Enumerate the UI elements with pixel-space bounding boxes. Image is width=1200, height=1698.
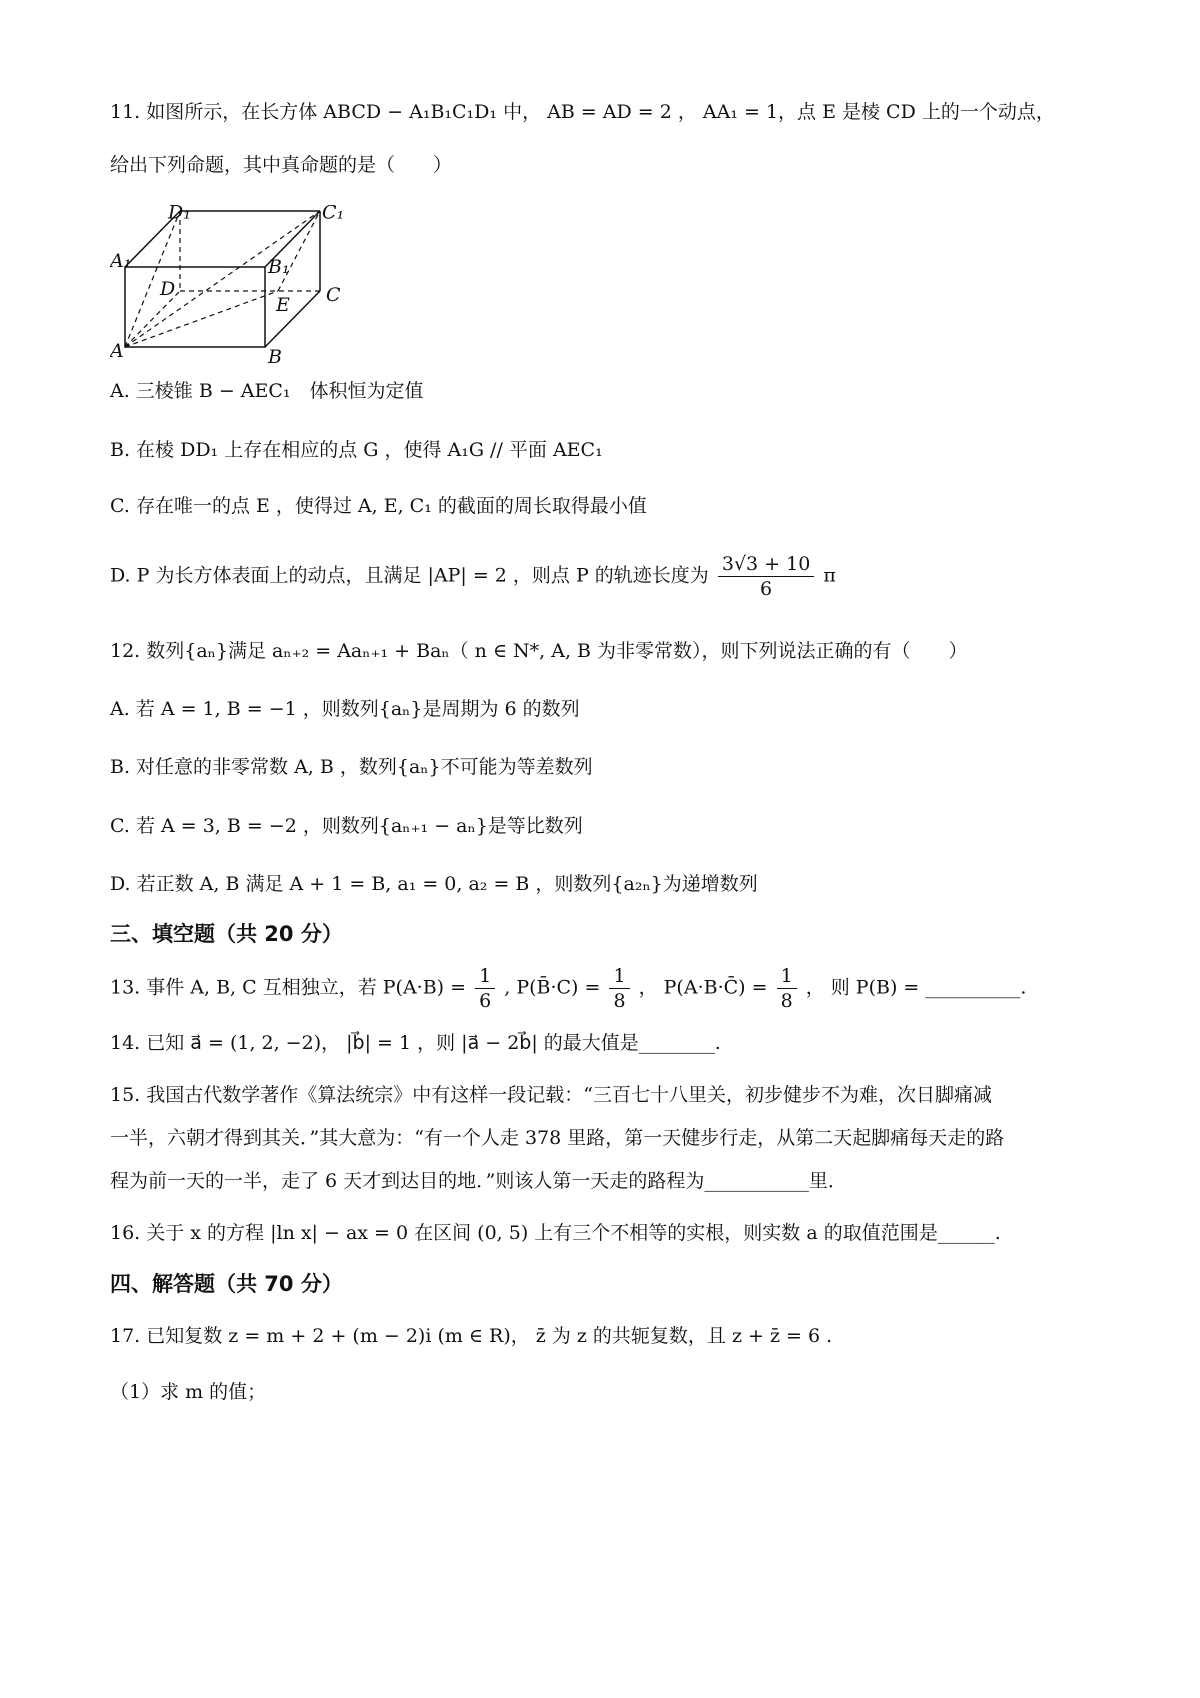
section-heading-fill-in: 三、填空题（共 20 分） <box>110 922 343 946</box>
fraction-denominator: 8 <box>613 990 626 1012</box>
q15-line1: 15. 我国古代数学著作《算法统宗》中有这样一段记载：“三百七十八里关，初步健步不为难，次日脚痛减 <box>110 1084 992 1106</box>
q17-stem: 17. 已知复数 z = m + 2 + (m − 2)i (m ∈ R)， z̄ 为 z 的共轭复数，且 z + z̄ = 6 . <box>110 1325 833 1347</box>
q12-option-b: B. 对任意的非零常数 A, B ，数列{aₙ}不可能为等差数列 <box>110 756 593 778</box>
fraction-numerator: 1 <box>475 964 495 989</box>
q12-option-c: C. 若 A = 3, B = −2 ，则数列{aₙ₊₁ − aₙ}是等比数列 <box>110 815 583 837</box>
fraction-numerator: 1 <box>777 964 797 989</box>
fraction <box>609 964 629 1013</box>
label-C: C <box>326 284 341 306</box>
label-E: E <box>276 294 290 316</box>
q11-option-c: C. 存在唯一的点 E ，使得过 A, E, C₁ 的截面的周长取得最小值 <box>110 495 647 517</box>
q17-part1: （1）求 m 的值； <box>110 1381 267 1403</box>
label-A: A <box>110 340 124 362</box>
fraction <box>718 552 814 601</box>
q11-option-d-text: D. P 为长方体表面上的动点，且满足 |AP| = 2 ，则点 P 的轨迹长度为 <box>110 564 709 587</box>
label-B: B <box>268 346 282 365</box>
fraction <box>777 964 797 1013</box>
q11-stem-line1: 11. 如图所示，在长方体 ABCD − A₁B₁C₁D₁ 中， AB = AD = 2 ， AA₁ = 1，点 E 是棱 CD 上的一个动点， <box>110 101 1055 123</box>
fraction-denominator: 6 <box>479 990 492 1012</box>
fraction-denominator: 6 <box>760 578 773 600</box>
fraction-numerator: 3√3 + 10 <box>718 552 814 577</box>
fraction <box>475 964 495 1013</box>
pi-symbol: π <box>823 564 836 587</box>
q11-option-b: B. 在棱 DD₁ 上存在相应的点 G ，使得 A₁G // 平面 AEC₁ <box>110 439 603 461</box>
q13-text-3: ， P(A·B·C̄) = <box>638 976 768 999</box>
label-A1: A₁ <box>110 250 132 272</box>
q16: 16. 关于 x 的方程 |ln x| − ax = 0 在区间 (0, 5) 上有三个不相等的实根，则实数 a 的取值范围是______. <box>110 1222 1001 1244</box>
cuboid-figure <box>110 205 370 365</box>
section-heading-solutions: 四、解答题（共 70 分） <box>110 1272 343 1296</box>
q11-option-a: A. 三棱锥 B − AEC₁ 体积恒为定值 <box>110 380 424 402</box>
q13 <box>110 964 1026 1013</box>
q13-text-2: , P(B̄·C) = <box>504 976 601 999</box>
label-D: D <box>160 278 176 300</box>
label-D1: D₁ <box>168 205 191 224</box>
q11-stem-line2: 给出下列命题，其中真命题的是（ ） <box>110 154 453 176</box>
label-B1: B₁ <box>268 256 290 278</box>
q11-option-d <box>110 552 836 601</box>
label-C1: C₁ <box>322 205 345 224</box>
q14: 14. 已知 a⃗ = (1, 2, −2)， |b⃗| = 1 ，则 |a⃗ − 2b⃗| 的最大值是________. <box>110 1032 721 1054</box>
fraction-numerator: 1 <box>609 964 629 989</box>
q13-text-4: ， 则 P(B) = __________. <box>805 976 1027 999</box>
fraction-denominator: 8 <box>780 990 793 1012</box>
q12-option-d: D. 若正数 A, B 满足 A + 1 = B, a₁ = 0, a₂ = B ，则数列{a₂ₙ}为递增数列 <box>110 873 758 895</box>
q13-text-1: 13. 事件 A, B, C 互相独立，若 P(A·B) = <box>110 976 467 999</box>
q15-line2: 一半，六朝才得到其关．”其大意为：“有一个人走 378 里路，第一天健步行走，从第二天起脚痛每天走的路 <box>110 1127 1005 1149</box>
q12-option-a: A. 若 A = 1, B = −1 ，则数列{aₙ}是周期为 6 的数列 <box>110 698 580 720</box>
q15-line3: 程为前一天的一半，走了 6 天才到达目的地．”则该人第一天走的路程为___________里． <box>110 1170 847 1192</box>
q12-stem: 12. 数列{aₙ}满足 aₙ₊₂ = Aaₙ₊₁ + Baₙ（ n ∈ N*, A, B 为非零常数），则下列说法正确的有（ ） <box>110 640 968 662</box>
